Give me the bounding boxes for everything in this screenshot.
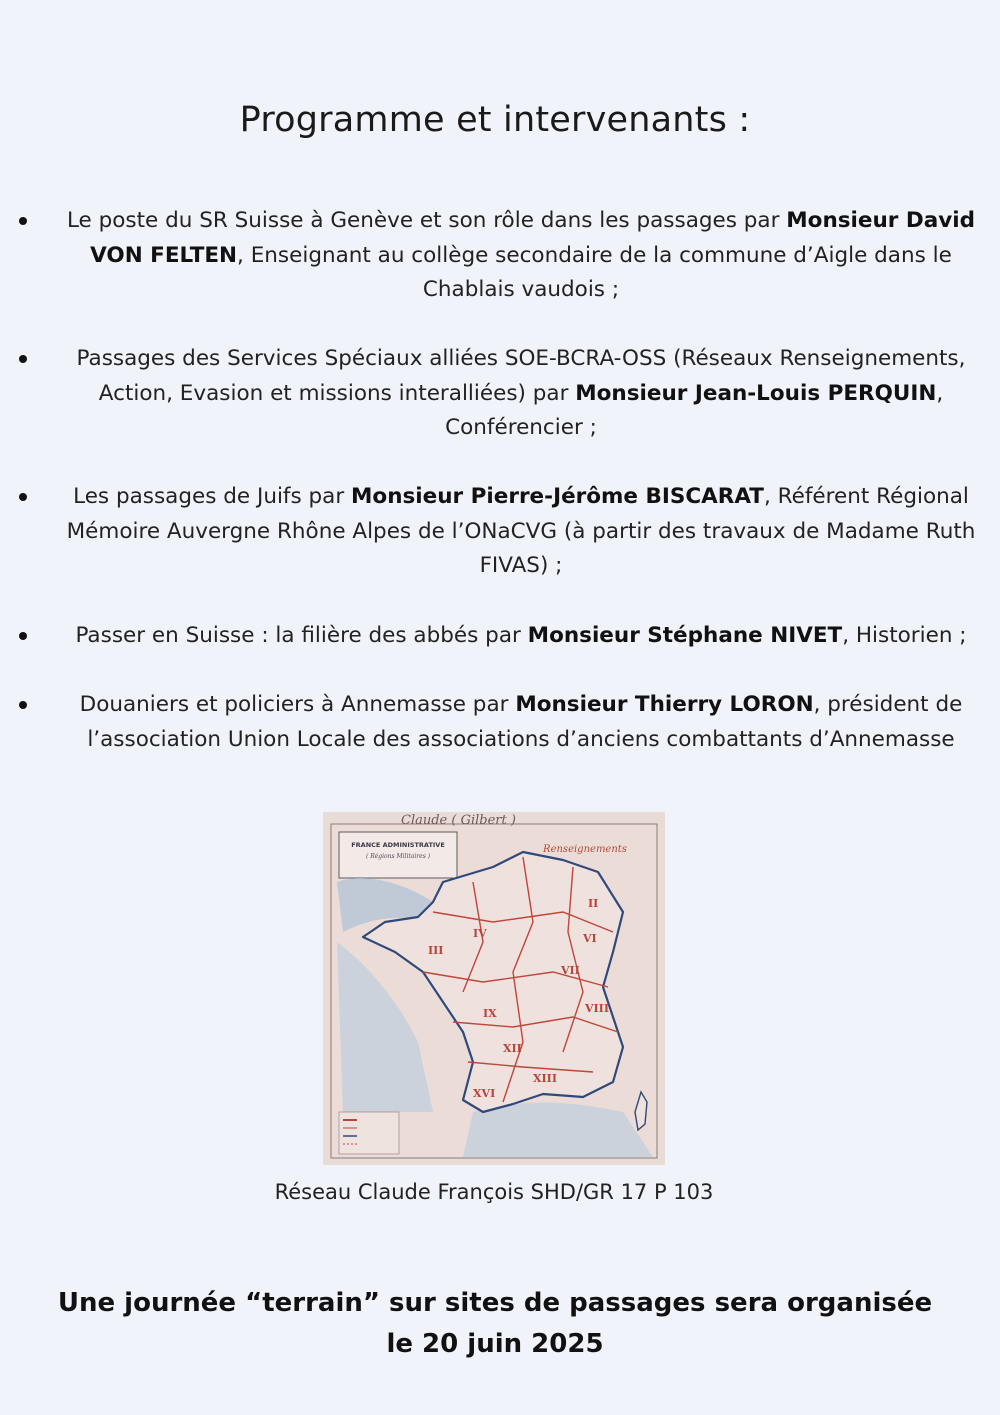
bullet-icon [19, 217, 27, 225]
region-label: XVI [473, 1087, 496, 1100]
item-role: , président de l’association Union Locale des associations d’anciens combattants d’Annemasse [87, 692, 963, 752]
region-label: II [588, 897, 599, 910]
item-description: Le poste du SR Suisse à Genève et son rôle dans les passages par [66, 208, 787, 233]
bullet-icon [19, 355, 27, 363]
region-label: VII [561, 964, 580, 977]
item-description: Les passages de Juifs par [73, 484, 352, 509]
closing-line-2: le 20 juin 2025 [386, 1329, 604, 1359]
item-description: Passages des Services Spéciaux alliées SOE-BCRA-OSS (Réseaux Renseignements, Action, Evasion et missions interalliées) par [76, 346, 966, 406]
bullet-icon [19, 632, 27, 640]
map-header-left-sub: ( Régions Militaires ) [365, 853, 431, 860]
item-speaker: Monsieur Thierry LORON [515, 692, 814, 717]
region-label: XII [503, 1042, 522, 1055]
program-item [46, 342, 996, 446]
item-speaker: Monsieur Stéphane NIVET [527, 623, 843, 648]
page-title: Programme et intervenants : [239, 100, 751, 140]
region-label: IX [483, 1007, 497, 1020]
region-label: III [428, 944, 444, 957]
item-role: , Enseignant au collège secondaire de la commune d’Aigle dans le Chablais vaudois ; [237, 242, 952, 302]
program-item [46, 204, 996, 308]
item-description: Passer en Suisse : la filière des abbés par [75, 623, 528, 648]
program-item [46, 619, 996, 654]
item-description: Douaniers et policiers à Annemasse par [79, 692, 516, 717]
map-handwritten-title: Claude ( Gilbert ) [401, 813, 516, 828]
item-role: , Conférencier ; [445, 380, 944, 440]
bullet-icon [19, 493, 27, 501]
item-role: , Historien ; [842, 623, 967, 648]
item-speaker: Monsieur Pierre-Jérôme BISCARAT [351, 484, 764, 509]
program-item [46, 480, 996, 584]
region-label: VIII [585, 1002, 609, 1015]
map-legend [339, 1112, 399, 1154]
closing-announcement [0, 1283, 990, 1365]
region-label: IV [473, 927, 487, 940]
region-label: VI [583, 932, 597, 945]
item-speaker: Monsieur Jean-Louis PERQUIN [575, 380, 937, 406]
item-role: , Référent Régional Mémoire Auvergne Rhône Alpes de l’ONaCVG (à partir des travaux de Madame Ruth FIVAS) ; [66, 484, 976, 578]
map-header-left: FRANCE ADMINISTRATIVE [351, 841, 445, 849]
bullet-icon [19, 701, 27, 709]
france-administrative-map [323, 812, 665, 1165]
program-item [46, 688, 996, 757]
map-header-right: Renseignements [543, 844, 627, 855]
map-caption: Réseau Claude François SHD/GR 17 P 103 [274, 1180, 714, 1204]
item-speaker: Monsieur David VON FELTEN [90, 208, 976, 268]
region-label: XIII [533, 1072, 557, 1085]
closing-line-1: Une journée “terrain” sur sites de passages sera organisée [57, 1288, 933, 1318]
